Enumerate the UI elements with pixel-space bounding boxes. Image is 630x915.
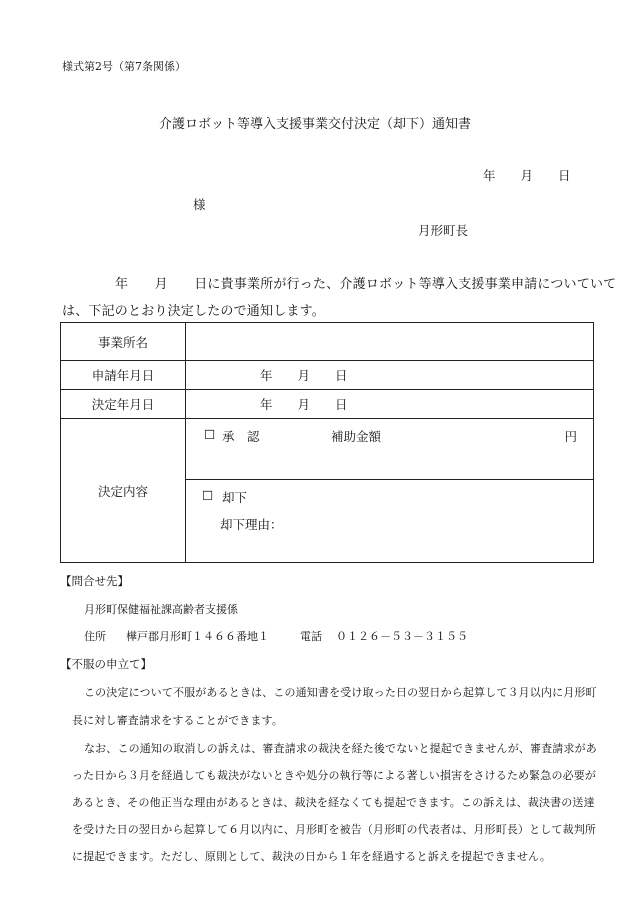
address-label: 住所 <box>84 630 106 643</box>
form-number: 様式第2号（第7条関係） <box>62 60 186 73</box>
intro-line-1: 年 月 日に貴事業所が行った、介護ロボット等導入支援事業申請についていて <box>115 277 617 292</box>
objection-para2-line4: を受けた日の翌日から起算して６月以内に、月形町を被告（月形町の代表者は、月形町長）として裁判所 <box>72 823 597 836</box>
decision-date-value: 年 月 日 <box>260 397 348 412</box>
phone-value: ０１２６－５３－３１５５ <box>336 630 468 643</box>
decision-date-field[interactable] <box>186 390 594 419</box>
objection-para2-line1: なお、この通知の取消しの訴えは、審査請求の裁決を経た後でないと提起できませんが、審査請求があ <box>84 742 597 755</box>
inquiry-department: 月形町保健福祉課高齢者支援係 <box>84 603 238 616</box>
approve-label: 承 認 <box>222 429 260 444</box>
yen-unit: 円 <box>564 429 577 444</box>
application-date-value: 年 月 日 <box>260 368 348 383</box>
objection-para1-line1: この決定について不服があるときは、この通知書を受け取った日の翌日から起算して３月以内に月形町 <box>84 686 597 699</box>
decision-date-label: 決定年月日 <box>61 390 186 419</box>
objection-para2-line2: った日から３月を経過しても裁決がないときや処分の執行等による著しい損害をさけるため緊急の必要が <box>72 769 597 782</box>
objection-heading: 【不服の申立て】 <box>60 657 152 671</box>
decision-table <box>60 322 594 563</box>
reject-section <box>186 480 593 562</box>
office-name-label: 事業所名 <box>61 323 186 361</box>
objection-para1-line2: 長に対し審査請求をすることができます。 <box>72 714 283 727</box>
approve-checkbox[interactable]: ☐ <box>204 427 216 442</box>
document-title: 介護ロボット等導入支援事業交付決定（却下）通知書 <box>158 117 471 132</box>
reject-label: 却下 <box>222 490 248 505</box>
objection-para2-line5: に提起できます。ただし、原則として、裁決の日から１年を経過すると訴えを提起できません。 <box>72 850 552 863</box>
phone-label: 電話 <box>300 630 322 643</box>
intro-line-2: は、下記のとおり決定したので通知します。 <box>62 304 325 319</box>
reject-reason-label: 却下理由： <box>220 517 283 532</box>
office-name-field[interactable] <box>186 323 594 361</box>
recipient-suffix: 様 <box>193 197 206 212</box>
reject-checkbox[interactable]: ☐ <box>202 488 214 503</box>
application-date-field[interactable] <box>186 361 594 390</box>
subsidy-amount-label: 補助金額 <box>331 429 382 444</box>
inquiry-heading: 【問合せ先】 <box>60 574 129 588</box>
issue-date: 年 月 日 <box>483 168 571 183</box>
application-date-label: 申請年月日 <box>61 361 186 390</box>
decision-content-cell <box>186 419 594 563</box>
decision-content-label: 決定内容 <box>61 419 186 563</box>
approve-section <box>186 419 593 480</box>
issuer: 月形町長 <box>418 223 469 238</box>
address-value: 樺戸郡月形町１４６６番地１ <box>126 630 269 643</box>
objection-para2-line3: あるとき、その他正当な理由があるときは、裁決を経なくても提起できます。この訴えは、裁決書の送達 <box>72 796 595 809</box>
